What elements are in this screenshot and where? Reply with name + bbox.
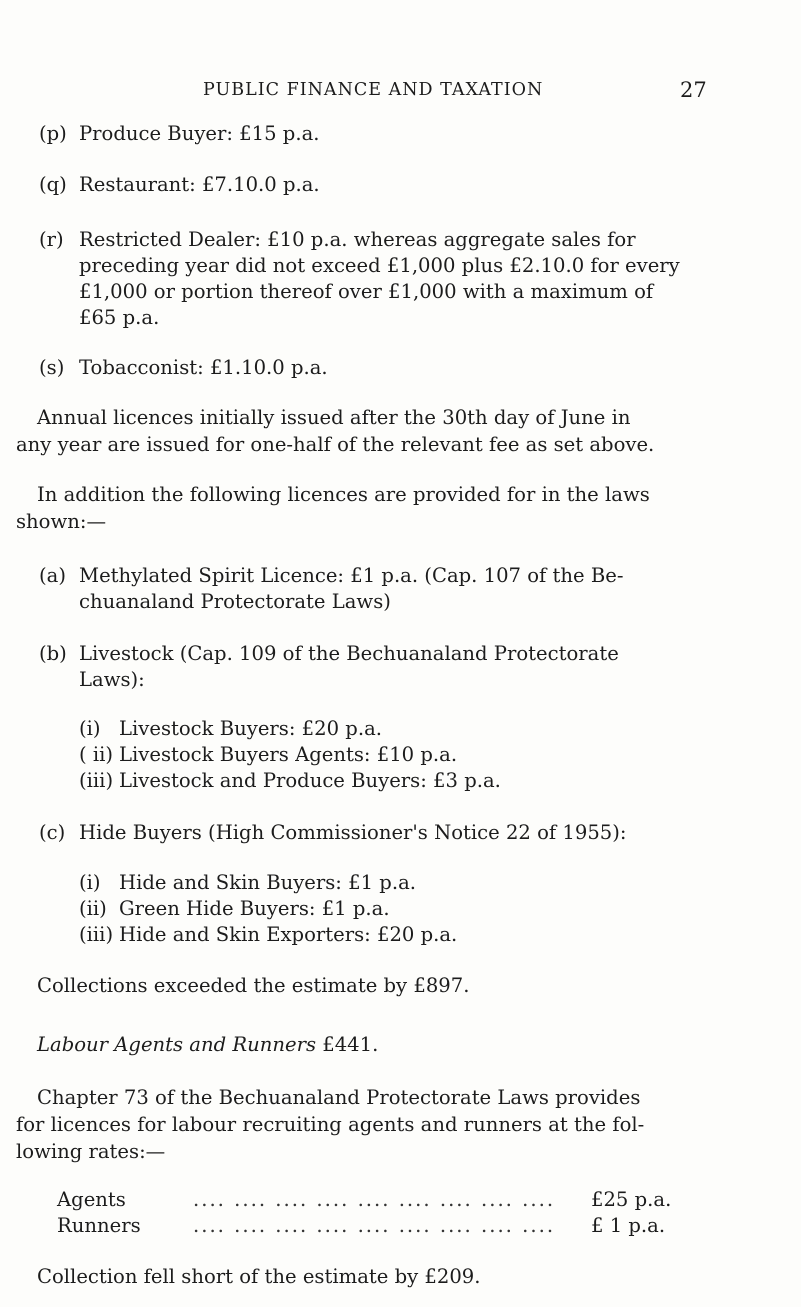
sub-item-label: ( ii) (79, 743, 114, 766)
sub-item (79, 894, 390, 923)
law-item-c (39, 818, 627, 847)
sub-item (79, 714, 382, 743)
sub-item-text: Livestock Buyers: £20 p.a. (119, 717, 382, 740)
licence-item-q (39, 170, 320, 199)
item-text-line-1: Restricted Dealer: £10 p.a. whereas aggregate sales for (79, 228, 636, 251)
sub-item-label: (i) (79, 871, 101, 894)
item-text: Tobacconist: £1.10.0 p.a. (79, 356, 328, 379)
item-label: (p) (39, 122, 67, 145)
sub-item-text: Green Hide Buyers: £1 p.a. (119, 897, 390, 920)
paragraph-chapter-line-3: lowing rates:— (16, 1140, 166, 1163)
sub-item-text: Hide and Skin Buyers: £1 p.a. (119, 871, 416, 894)
sub-item-text: Livestock and Produce Buyers: £3 p.a. (119, 769, 501, 792)
sub-item-text: Hide and Skin Exporters: £20 p.a. (119, 923, 458, 946)
law-item-b (39, 639, 619, 668)
rate-name: Agents (57, 1188, 126, 1211)
sub-item-label: (ii) (79, 897, 107, 920)
item-label: (a) (39, 564, 66, 587)
rate-leader-dots: .... .... .... .... .... .... .... .... .... (193, 1188, 556, 1211)
item-text: Produce Buyer: £15 p.a. (79, 122, 320, 145)
section-heading-amount: £441. (322, 1033, 379, 1056)
sub-item-label: (iii) (79, 923, 114, 946)
collections-short: Collection fell short of the estimate by £209. (37, 1265, 481, 1288)
licence-item-r (39, 225, 636, 254)
item-text-line-2: preceding year did not exceed £1,000 plus £2.10.0 for every (79, 254, 680, 277)
item-text-line-1: Livestock (Cap. 109 of the Bechuanaland Protectorate (79, 642, 619, 665)
item-text-line-4: £65 p.a. (79, 306, 160, 329)
licence-item-p (39, 119, 320, 148)
item-label: (c) (39, 821, 66, 844)
item-label: (s) (39, 356, 65, 379)
rate-leader-dots: .... .... .... .... .... .... .... .... .... (193, 1214, 556, 1237)
paragraph-chapter-line-1: Chapter 73 of the Bechuanaland Protectorate Laws provides (37, 1086, 641, 1109)
sub-item-text: Livestock Buyers Agents: £10 p.a. (119, 743, 458, 766)
sub-item (79, 920, 457, 949)
item-label: (q) (39, 173, 67, 196)
paragraph-addition-line-2: shown:— (16, 510, 107, 533)
law-item-a (39, 561, 623, 590)
section-heading-title: Labour Agents and Runners (37, 1033, 317, 1056)
paragraph-chapter-line-2: for licences for labour recruiting agents and runners at the fol- (16, 1113, 645, 1136)
rate-value: £ 1 p.a. (591, 1214, 666, 1237)
item-label: (r) (39, 228, 64, 251)
section-heading (37, 1030, 378, 1059)
page-number: 27 (680, 78, 707, 102)
sub-item-label: (iii) (79, 769, 114, 792)
item-text-line-2: Laws): (79, 668, 145, 691)
item-text-line-1: Hide Buyers (High Commissioner's Notice 22 of 1955): (79, 821, 627, 844)
item-label: (b) (39, 642, 67, 665)
paragraph-annual-line-1: Annual licences initially issued after the 30th day of June in (37, 406, 631, 429)
paragraph-annual-line-2: any year are issued for one-half of the relevant fee as set above. (16, 433, 655, 456)
item-text-line-1: Methylated Spirit Licence: £1 p.a. (Cap. 107 of the Be- (79, 564, 624, 587)
licence-item-s (39, 353, 328, 382)
item-text-line-3: £1,000 or portion thereof over £1,000 with a maximum of (79, 280, 654, 303)
item-text: Restaurant: £7.10.0 p.a. (79, 173, 320, 196)
sub-item-label: (i) (79, 717, 101, 740)
sub-item (79, 740, 457, 769)
paragraph-addition-line-1: In addition the following licences are provided for in the laws (37, 483, 650, 506)
item-text-line-2: chuanaland Protectorate Laws) (79, 590, 391, 613)
collections-exceeded: Collections exceeded the estimate by £897. (37, 974, 470, 997)
sub-item (79, 766, 501, 795)
sub-item (79, 868, 416, 897)
rate-name: Runners (57, 1214, 141, 1237)
running-head: PUBLIC FINANCE AND TAXATION (203, 80, 544, 100)
page-header (0, 78, 801, 108)
rate-value: £25 p.a. (591, 1188, 672, 1211)
